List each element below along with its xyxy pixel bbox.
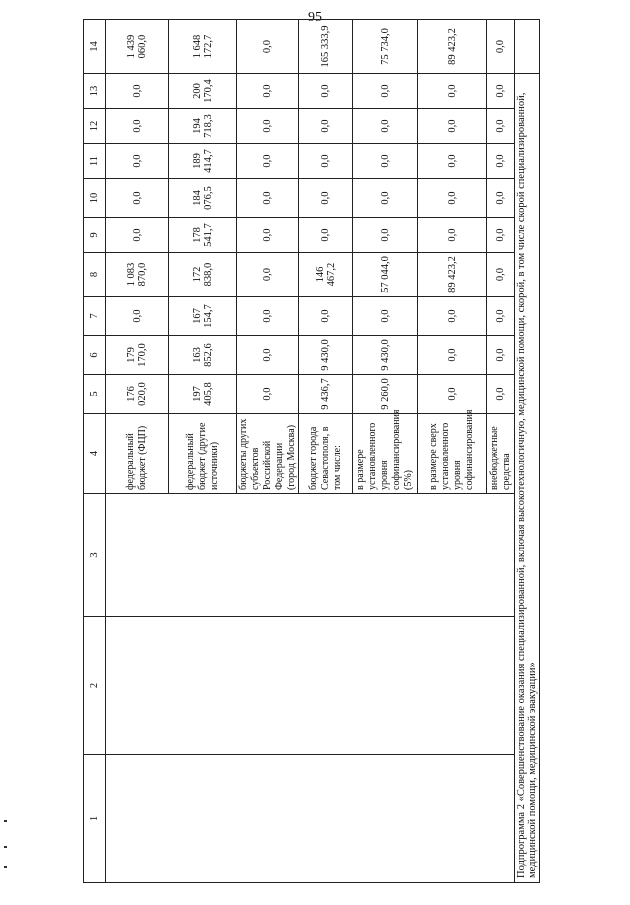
amount-cell: 194 718,3 [169, 109, 237, 144]
amount-cell: 0,0 [487, 336, 515, 375]
amount-cell: 0,0 [353, 109, 418, 144]
amount-cell: 75 734,0 [353, 20, 418, 74]
column-number-header: 1 [84, 755, 106, 883]
margin-mark [4, 866, 7, 868]
amount-cell: 9 260,0 [353, 375, 418, 414]
amount-cell: 89 423,2 [418, 20, 487, 74]
empty-cell [106, 755, 515, 883]
table-row [106, 20, 169, 883]
funding-source-cell: в размере сверх установленного уровня софинансирования [418, 414, 487, 494]
amount-cell: 0,0 [487, 144, 515, 179]
amount-cell: 178 541,7 [169, 218, 237, 253]
amount-cell: 0,0 [418, 218, 487, 253]
amount-cell: 146 467,2 [299, 253, 353, 297]
amount-cell: 0,0 [237, 336, 299, 375]
amount-cell: 200 170,4 [169, 74, 237, 109]
amount-cell: 0,0 [237, 109, 299, 144]
amount-cell: 9 436,7 [299, 375, 353, 414]
column-number-header: 12 [84, 109, 106, 144]
amount-cell: 0,0 [106, 179, 169, 218]
funding-source-cell: бюджеты других субъектов Российской Федерации (город Москва) [237, 414, 299, 494]
empty-cell [515, 20, 540, 74]
column-number-header: 3 [84, 494, 106, 617]
column-number-header: 7 [84, 297, 106, 336]
funding-source-cell: федеральный бюджет (другие источники) [169, 414, 237, 494]
subprogram-title: Подпрограмма 2 «Совершенствование оказания специализированной, включая высокотехнологичную, медицинской помощи, скорой, в том числе скорой специализированной, медицинской помощи, медицинской эвакуации» [515, 74, 540, 883]
amount-cell: 0,0 [106, 74, 169, 109]
budget-table [83, 19, 540, 883]
amount-cell: 0,0 [418, 375, 487, 414]
column-number-header: 11 [84, 144, 106, 179]
amount-cell: 1 648 172,7 [169, 20, 237, 74]
column-number-header: 2 [84, 617, 106, 755]
funding-source-cell: бюджет города Севастополя, в том числе: [299, 414, 353, 494]
amount-cell: 0,0 [487, 218, 515, 253]
amount-cell: 9 430,0 [299, 336, 353, 375]
amount-cell: 0,0 [353, 74, 418, 109]
column-number-header: 4 [84, 414, 106, 494]
amount-cell: 0,0 [487, 375, 515, 414]
amount-cell: 0,0 [237, 74, 299, 109]
amount-cell: 0,0 [299, 109, 353, 144]
amount-cell: 0,0 [106, 297, 169, 336]
margin-mark [4, 820, 7, 822]
amount-cell: 163 852,6 [169, 336, 237, 375]
amount-cell: 57 044,0 [353, 253, 418, 297]
amount-cell: 184 076,5 [169, 179, 237, 218]
amount-cell: 0,0 [353, 218, 418, 253]
amount-cell: 0,0 [299, 218, 353, 253]
empty-cell [106, 617, 515, 755]
rotated-table-container [83, 25, 538, 883]
amount-cell: 0,0 [237, 218, 299, 253]
subprogram-row [515, 20, 540, 883]
column-number-header: 13 [84, 74, 106, 109]
margin-mark [4, 846, 7, 848]
amount-cell: 0,0 [418, 74, 487, 109]
amount-cell: 167 154,7 [169, 297, 237, 336]
amount-cell: 0,0 [418, 297, 487, 336]
amount-cell: 0,0 [487, 20, 515, 74]
amount-cell: 189 414,7 [169, 144, 237, 179]
amount-cell: 0,0 [299, 74, 353, 109]
column-number-header: 14 [84, 20, 106, 74]
amount-cell: 0,0 [487, 74, 515, 109]
column-number-header: 9 [84, 218, 106, 253]
amount-cell: 0,0 [487, 253, 515, 297]
amount-cell: 0,0 [487, 179, 515, 218]
amount-cell: 0,0 [106, 144, 169, 179]
amount-cell: 0,0 [418, 109, 487, 144]
amount-cell: 0,0 [353, 144, 418, 179]
column-number-header: 6 [84, 336, 106, 375]
amount-cell: 0,0 [106, 109, 169, 144]
amount-cell: 0,0 [237, 179, 299, 218]
funding-source-cell: федеральный бюджет (ФЦП) [106, 414, 169, 494]
amount-cell: 0,0 [353, 179, 418, 218]
amount-cell: 0,0 [237, 375, 299, 414]
amount-cell: 0,0 [237, 297, 299, 336]
empty-cell [106, 494, 515, 617]
amount-cell: 176 020,0 [106, 375, 169, 414]
amount-cell: 0,0 [237, 20, 299, 74]
amount-cell: 172 838,0 [169, 253, 237, 297]
amount-cell: 197 405,8 [169, 375, 237, 414]
amount-cell: 0,0 [299, 297, 353, 336]
column-number-header: 10 [84, 179, 106, 218]
amount-cell: 0,0 [418, 144, 487, 179]
amount-cell: 179 170,0 [106, 336, 169, 375]
amount-cell: 9 430,0 [353, 336, 418, 375]
amount-cell: 0,0 [487, 297, 515, 336]
amount-cell: 0,0 [237, 253, 299, 297]
amount-cell: 0,0 [487, 109, 515, 144]
amount-cell: 0,0 [106, 218, 169, 253]
funding-source-cell: внебюджетные средства [487, 414, 515, 494]
amount-cell: 1 083 870,0 [106, 253, 169, 297]
column-number-header: 5 [84, 375, 106, 414]
amount-cell: 1 439 060,0 [106, 20, 169, 74]
amount-cell: 0,0 [299, 179, 353, 218]
page-number: 95 [308, 10, 322, 25]
amount-cell: 165 333,9 [299, 20, 353, 74]
amount-cell: 0,0 [299, 144, 353, 179]
amount-cell: 89 423,2 [418, 253, 487, 297]
amount-cell: 0,0 [418, 179, 487, 218]
amount-cell: 0,0 [418, 336, 487, 375]
amount-cell: 0,0 [353, 297, 418, 336]
amount-cell: 0,0 [237, 144, 299, 179]
funding-source-cell: в размере установленного уровня софинансирования (5%) [353, 414, 418, 494]
column-number-header: 8 [84, 253, 106, 297]
